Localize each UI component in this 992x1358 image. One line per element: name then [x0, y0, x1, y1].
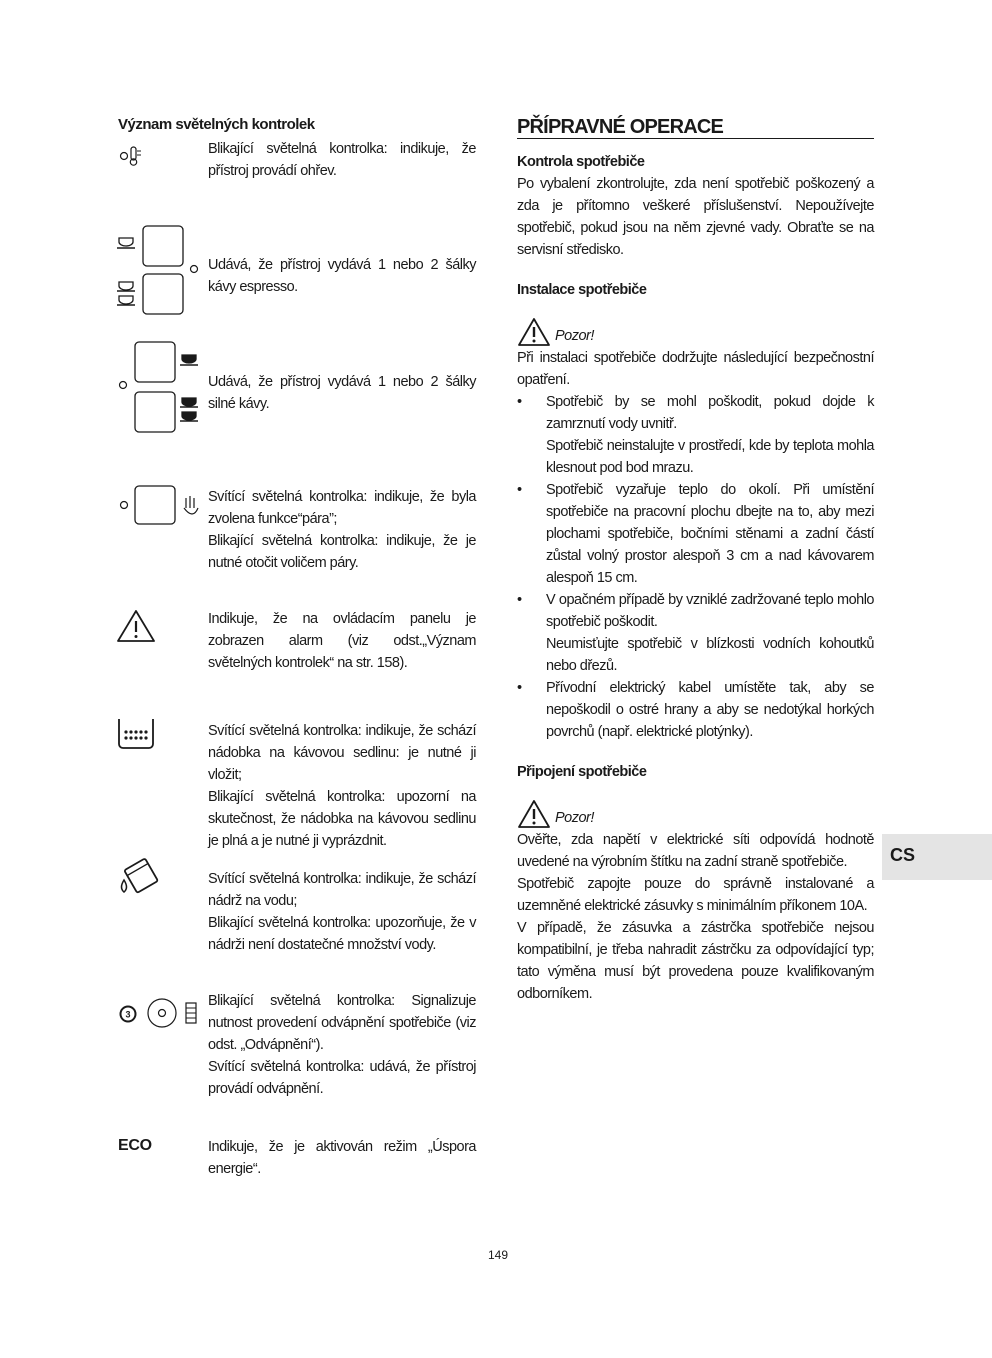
list-item: • V opačném případě by vzniklé zadržované teplo mohlo spotřebič poškodit. Neumisťujte spotřebič v blízkosti vodních kohoutků nebo dřezů.: [517, 589, 874, 677]
warning-label: Pozor!: [555, 328, 594, 344]
warning-triangle-icon: [517, 799, 551, 829]
warning-label: Pozor!: [555, 810, 594, 826]
thermometer-led-icon: [114, 144, 198, 168]
steam-button-icon: [114, 484, 198, 528]
alarm-triangle-icon: [114, 608, 198, 644]
water-tank-icon: [114, 858, 198, 898]
led-desc-strong-coffee: Udává, že přístroj vydává 1 nebo 2 šálky silné kávy.: [208, 374, 476, 412]
led-desc-grounds: Svítící světelná kontrolka: indikuje, že schází nádobka na kávovou sedlinu: je nutné ji vložit; Blikající světelná kontrolka: upozorní na skutečnost, že nádobka na kávovou sedlinu je plná a je nutné ji vyprázdnit.: [208, 723, 476, 849]
left-section-title: Význam světelných kontrolek: [118, 116, 315, 133]
descale-icon: [114, 996, 198, 1032]
led-desc-heating: Blikající světelná kontrolka: indikuje, že přístroj provádí ohřev.: [208, 141, 476, 179]
install-intro: Při instalaci spotřebiče dodržujte následující bezpečnostní opatření.: [517, 350, 874, 388]
subheading-check: Kontrola spotřebiče: [517, 154, 645, 170]
connect-text-2: Spotřebič zapojte pouze do správně instalované a uzemněné elektrické zásuvky s minimálním příkonem 10A.: [517, 876, 874, 914]
led-desc-steam: Svítící světelná kontrolka: indikuje, že byla zvolena funkce“pára”; Blikající světelná kontrolka: indikuje, že je nutné otočit voličem páry.: [208, 489, 476, 571]
right-column: [517, 116, 874, 1005]
warning-triangle-icon: [517, 317, 551, 347]
led-desc-espresso: Udává, že přístroj vydává 1 nebo 2 šálky kávy espresso.: [208, 257, 476, 295]
list-item: • Spotřebič by se mohl poškodit, pokud dojde k zamrznutí vody uvnitř. Spotřebič neinstalujte v prostředí, kde by teplota mohla klesnout pod bod mrazu.: [517, 391, 874, 479]
language-tab-label: CS: [890, 845, 916, 865]
subheading-install: Instalace spotřebiče: [517, 282, 647, 298]
check-text: Po vybalení zkontrolujte, zda není spotřebič poškozený a zda je přítomno veškeré příslušenství. Nepoužívejte spotřebič, pokud jsou na něm zjevné vady. Obraťte se na servisní středisko.: [517, 176, 874, 258]
page-number: 149: [488, 1248, 509, 1262]
led-desc-descale: Blikající světelná kontrolka: Signalizuje nutnost provedení odvápnění spotřebiče (viz odst. „Odvápnění“). Svítící světelná kontrolka: udává, že přístroj provádí odvápnění.: [208, 993, 476, 1097]
connect-text-3: V případě, že zásuvka a zástrčka spotřebiče nejsou kompatibilní, je třeba nahradit zástrčku za odpovídající typ; tato výměna musí být provedena pouze kvalifikovaným odborníkem.: [517, 920, 874, 1002]
eco-label: ECO: [118, 1137, 152, 1154]
svg-text:3: 3: [125, 1009, 131, 1020]
language-tab: [882, 834, 992, 880]
led-desc-alarm: Indikuje, že na ovládacím panelu je zobrazen alarm (viz odst.„Význam světelných kontrolek“ na str. 158).: [208, 611, 476, 671]
list-item: • Spotřebič vyzařuje teplo do okolí. Při umístění spotřebiče na pracovní plochu dbejte na to, aby mezi plochami spotřebiče, bočními stěnami a zadní částí zůstal volný prostor alespoň 3 cm a nad kávovarem alespoň 15 cm.: [517, 479, 874, 589]
section-title: PŘÍPRAVNÉ OPERACE: [517, 116, 874, 139]
warning-connect: [517, 799, 874, 829]
strong-coffee-buttons-icon: [114, 340, 198, 434]
grounds-container-icon: [114, 716, 198, 752]
warning-install: [517, 317, 874, 347]
led-desc-eco: Indikuje, že je aktivován režim „Úspora energie“.: [208, 1139, 476, 1177]
list-item: • Přívodní elektrický kabel umístěte tak, aby se nepoškodil o ostré hrany a aby se nedotýkal horkých povrchů (např. elektrické plotýnky).: [517, 677, 874, 743]
espresso-cups-buttons-icon: [114, 224, 198, 318]
subheading-connect: Připojení spotřebiče: [517, 764, 647, 780]
led-desc-water-tank: Svítící světelná kontrolka: indikuje, že schází nádrž na vodu; Blikající světelná kontrolka: upozorňuje, že v nádrži není dostatečné množství vody.: [208, 871, 476, 953]
connect-text-1: Ověřte, zda napětí v elektrické síti odpovídá hodnotě uvedené na výrobním štítku na zadní straně spotřebiče.: [517, 832, 874, 870]
